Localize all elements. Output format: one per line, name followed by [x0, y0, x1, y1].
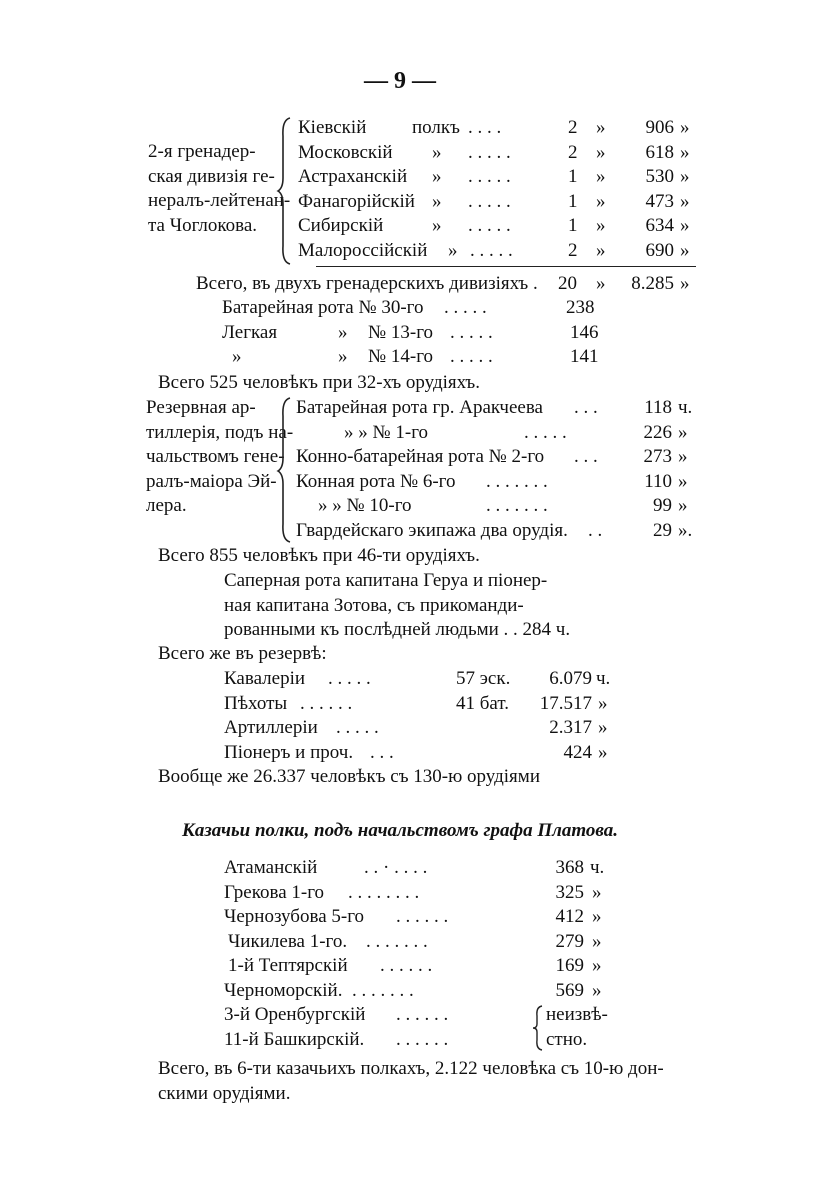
strength-value: 238 [566, 297, 595, 318]
table-row [296, 396, 708, 421]
table-row [296, 519, 708, 544]
unit-label: » [432, 190, 442, 212]
text-line [546, 1028, 626, 1053]
unit-mark: » [598, 692, 608, 714]
strength-value: 118 [644, 397, 672, 418]
regiment-name: Малороссійскій [298, 239, 428, 261]
line-text: рованными къ послѣдней людьми . . 284 ч. [224, 619, 571, 640]
line-text: скими орудіями. [158, 1082, 291, 1104]
regiment-name: 3-й Оренбургскій [224, 1004, 366, 1025]
regiment-name: Черноморскій. [224, 979, 343, 1001]
unit-mark: » [678, 421, 688, 443]
leader-dots: . . [588, 519, 603, 541]
strength-value: 690 [645, 239, 674, 261]
unit-count: 57 эск. [456, 668, 511, 689]
text-line [158, 1057, 718, 1082]
unknown-brace [532, 1004, 546, 1052]
table-row [296, 470, 708, 495]
table-row [222, 296, 622, 321]
unknown-note [546, 1003, 626, 1052]
table-row [298, 141, 708, 166]
battery-number: № 13-го [368, 321, 434, 343]
regiment-name: Чикилева 1-го. [228, 930, 348, 952]
table-row [298, 214, 708, 239]
branch-name: Пѣхоты [224, 692, 288, 714]
grenadier-total [196, 272, 706, 297]
regiment-name: Сибирскій [298, 215, 384, 236]
battery-name: Легкая [222, 321, 278, 343]
unit-mark: » [592, 979, 602, 1001]
unit-mark: » [592, 881, 602, 903]
table-row [224, 881, 624, 906]
unit-mark: » [680, 273, 690, 294]
strength-value: 906 [645, 117, 674, 138]
leader-dots: . . . . . . [380, 955, 433, 976]
ditto-mark: » [596, 117, 606, 138]
leader-dots: . . . . . . . [486, 495, 548, 516]
unit-mark: » [678, 495, 688, 516]
leader-dots: . . . [574, 446, 598, 467]
label-line: ралъ-маіора Эй- [146, 470, 277, 492]
table-row [224, 667, 624, 692]
strength-value: 473 [645, 190, 674, 212]
ditto-mark: » [338, 346, 348, 367]
reserve-artillery-label [146, 396, 293, 519]
leader-dots: . . . . . . [396, 1004, 449, 1025]
unit-name: Конная рота № 6-го [296, 470, 456, 492]
table-row [224, 741, 624, 766]
unit-name: » » № 10-го [318, 495, 412, 516]
strength-value: 273 [643, 446, 672, 467]
reserve-artillery-total: Всего 855 человѣкъ при 46-ти орудіяхъ. [158, 545, 480, 566]
leader-dots: . . . [370, 741, 394, 763]
strength-value: 29 [653, 519, 672, 541]
grand-total: Вообще же 26.337 человѣкъ съ 130-ю орудіями [158, 766, 540, 787]
line-text: Всего, въ 6-ти казачьихъ полкахъ, 2.122 человѣка съ 10-ю дон- [158, 1058, 664, 1079]
ditto-mark: » [596, 141, 606, 163]
table-row [298, 190, 708, 215]
table-row [222, 345, 622, 370]
unit-mark: ч. [590, 857, 605, 878]
branch-name: Кавалеріи [224, 668, 306, 689]
reserve-table [224, 667, 624, 765]
leader-dots: . . . . . [470, 239, 513, 261]
strength-value: 6.079 [549, 668, 592, 689]
strength-value: 412 [555, 906, 584, 927]
leader-dots: . . . . . . . . [348, 881, 420, 903]
unit-mark: ». [678, 519, 693, 541]
table-row [222, 321, 622, 346]
regiment-name: Грекова 1-го [224, 881, 325, 903]
leader-dots: . . . . . . . [366, 930, 428, 952]
text-line [224, 594, 644, 619]
strength-value: 618 [645, 141, 674, 163]
count: 1 [568, 166, 578, 187]
unit-name: Батарейная рота гр. Аракчеева [296, 397, 543, 418]
leader-dots: . . . [574, 397, 598, 418]
unit-mark: » [592, 930, 602, 952]
regiment-name: Фанагорійскій [298, 190, 415, 212]
strength-value: 325 [555, 881, 584, 903]
battery-name: Батарейная рота № 30-го [222, 297, 424, 318]
cossack-section-title: Казачьи полки, подъ начальствомъ графа Платова. [181, 820, 619, 841]
unit-mark: » [592, 955, 602, 976]
sum-rule [316, 266, 696, 267]
leader-dots: . . . . . . . [352, 979, 414, 1001]
battery-number: № 14-го [368, 346, 434, 367]
table-row [298, 165, 708, 190]
unit-label: » [432, 141, 442, 163]
table-row [296, 421, 708, 446]
reserve-artillery-table [296, 396, 708, 543]
unit-mark: » [680, 190, 690, 212]
strength-value: 226 [643, 421, 672, 443]
page-number: — 9 — [364, 68, 436, 94]
leader-dots: . . . . . . [396, 1028, 449, 1050]
unit-mark: » [598, 741, 608, 763]
unit-mark: » [680, 215, 690, 236]
regiment-name: Московскій [298, 141, 393, 163]
label-line: ская дивизія ге- [148, 165, 275, 187]
leader-dots: . . · . . . . [364, 857, 428, 878]
ditto-mark: » [596, 166, 606, 187]
unit-count: 41 бат. [456, 692, 509, 714]
regiment-name: Астраханскій [298, 166, 408, 187]
leader-dots: . . . . . [450, 321, 493, 343]
unit-mark: » [680, 239, 690, 261]
ditto-mark: » [232, 346, 242, 367]
regiment-name: Атаманскій [224, 857, 318, 878]
leader-dots: . . . . . . . [486, 470, 548, 492]
leader-dots: . . . . . . [396, 906, 449, 927]
leader-dots: . . . . . [444, 297, 487, 318]
strength-value: 141 [570, 346, 599, 367]
label-line: Резервная ар- [146, 397, 256, 418]
unit-mark: » [598, 717, 608, 738]
table-row [224, 905, 624, 930]
ditto-mark: » [596, 273, 606, 294]
label-line: нералъ-лейтенан- [148, 190, 291, 211]
line-text: неизвѣ- [546, 1004, 608, 1025]
strength-value: 17.517 [539, 692, 592, 714]
strength-value: 99 [653, 495, 672, 516]
line-text: стно. [546, 1028, 588, 1050]
strength-value: 634 [645, 215, 674, 236]
grenadier-brace [276, 116, 296, 266]
branch-name: Піонеръ и проч. [224, 741, 354, 763]
line-text: ная капитана Зотова, съ прикоманди- [224, 594, 524, 616]
branch-name: Артиллеріи [224, 717, 318, 738]
text-line [224, 618, 644, 643]
table-row [224, 716, 624, 741]
table-row [296, 494, 708, 519]
table-row [298, 116, 708, 141]
strength-value: 569 [555, 979, 584, 1001]
grenadier-division-label [148, 140, 290, 238]
leader-dots: . . . . [468, 117, 502, 138]
strength-value: 169 [555, 955, 584, 976]
leader-dots: . . . . . [450, 346, 493, 367]
unit-mark: ч. [678, 397, 693, 418]
regiment-name: Кіевскій [298, 117, 367, 138]
unit-mark: » [678, 446, 688, 467]
strength-value: 424 [563, 741, 592, 763]
reserve-artillery-brace [276, 396, 296, 544]
label-line: 2-я гренадер- [148, 141, 256, 162]
count: 1 [568, 190, 578, 212]
line-text: Саперная рота капитана Геруа и піонер- [224, 570, 548, 591]
unit-mark: » [680, 141, 690, 163]
unit-mark: » [592, 906, 602, 927]
leader-dots: . . . . . . [300, 692, 353, 714]
leader-dots: . . . . . [468, 215, 511, 236]
count: 20 [558, 273, 577, 294]
battery-total: Всего 525 человѣкъ при 32-хъ орудіяхъ. [158, 372, 481, 393]
ditto-mark: » [596, 239, 606, 261]
count: 2 [568, 239, 578, 261]
unit-name: Гвардейскаго экипажа два орудія. [296, 519, 568, 541]
strength-value: 368 [555, 857, 584, 878]
table-row [224, 692, 624, 717]
table-row [224, 930, 624, 955]
count: 2 [568, 117, 578, 138]
unit-mark: ч. [596, 668, 611, 689]
unit-mark: » [680, 166, 690, 187]
leader-dots: . . . . . [336, 717, 379, 738]
unit-mark: » [680, 117, 690, 138]
strength-value: 279 [555, 930, 584, 952]
text-line [158, 1082, 718, 1107]
unit-mark: » [678, 470, 688, 492]
leader-dots: . . . . . [468, 166, 511, 187]
strength-value: 2.317 [549, 717, 592, 738]
unit-label: » [448, 239, 458, 261]
regiment-name: 11-й Башкирскій. [224, 1028, 365, 1050]
ditto-mark: » [596, 215, 606, 236]
leader-dots: . . . . . [524, 421, 567, 443]
strength-value: 8.285 [631, 273, 674, 294]
pioneer-paragraph [224, 569, 644, 643]
strength-value: 146 [570, 321, 599, 343]
count: 2 [568, 141, 578, 163]
unit-label: » [432, 166, 442, 187]
leader-dots: . . . . . [468, 190, 511, 212]
label-line: та Чоглокова. [148, 214, 258, 236]
table-row [224, 954, 624, 979]
label-line: лера. [146, 495, 187, 516]
unit-name: Конно-батарейная рота № 2-го [296, 446, 545, 467]
ditto-mark: » [596, 190, 606, 212]
table-row [224, 979, 624, 1004]
unit-label: полкъ [412, 117, 460, 138]
strength-value: 110 [644, 470, 672, 492]
reserve-heading: Всего же въ резервѣ: [158, 643, 327, 664]
table-row [298, 239, 708, 264]
leader-dots: . . . . . [468, 141, 511, 163]
table-row [196, 272, 706, 297]
cossack-total [158, 1057, 718, 1106]
regiment-name: 1-й Тептярскій [228, 955, 348, 976]
label-line: тиллерія, подъ на- [146, 421, 294, 443]
text-line [546, 1003, 626, 1028]
table-row [224, 856, 624, 881]
strength-value: 530 [645, 166, 674, 187]
leader-dots: . . . . . [328, 668, 371, 689]
unit-label: » [432, 215, 442, 236]
unit-name: » » № 1-го [344, 421, 429, 443]
regiment-name: Чернозубова 5-го [224, 906, 365, 927]
table-row [296, 445, 708, 470]
total-label: Всего, въ двухъ гренадерскихъ дивизіяхъ . [196, 273, 538, 294]
text-line [224, 569, 644, 594]
ditto-mark: » [338, 321, 348, 343]
count: 1 [568, 215, 578, 236]
grenadier-table [298, 116, 708, 263]
battery-table [222, 296, 622, 370]
label-line: чальствомъ гене- [146, 446, 285, 467]
